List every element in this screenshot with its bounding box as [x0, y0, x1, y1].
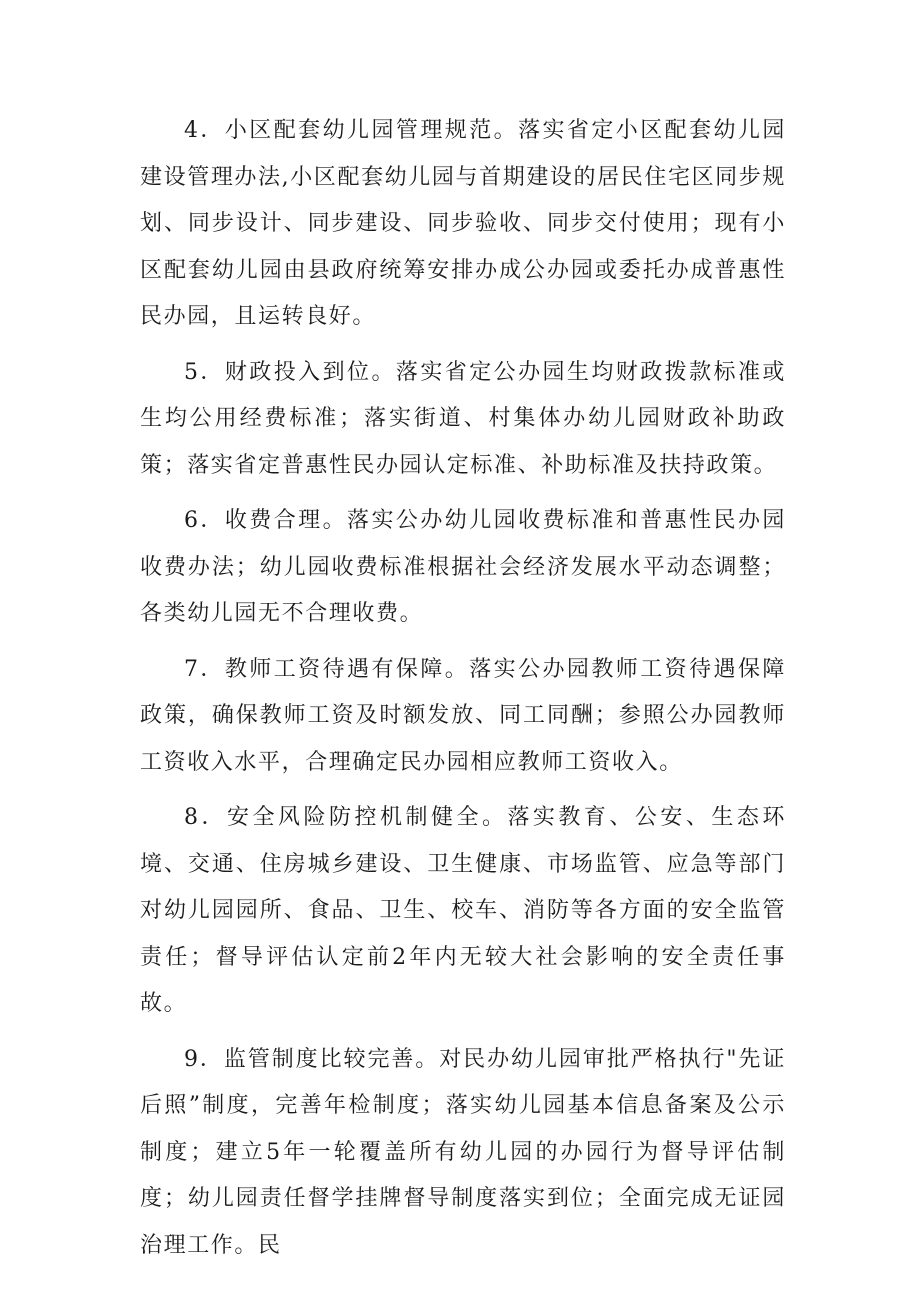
- paragraph-item-7: 7．教师工资待遇有保障。落实公办园教师工资待遇保障政策，确保教师工资及时额发放、同工同酬；参照公办园教师工资收入水平，合理确定民办园相应教师工资收入。: [140, 656, 786, 775]
- paragraph-item-5: 5．财政投入到位。落实省定公办园生均财政拨款标准或生均公用经费标准；落实街道、村集体办幼儿园财政补助政策；落实省定普惠性民办园认定标准、补助标准及扶持政策。: [140, 359, 786, 478]
- paragraph-item-8: 8．安全风险防控机制健全。落实教育、公安、生态环境、交通、住房城乡建设、卫生健康、市场监管、应急等部门对幼儿园园所、食品、卫生、校车、消防等各方面的安全监管责任；督导评估认定前2年内无较大社会影响的安全责任事故。: [140, 805, 786, 1016]
- paragraph-item-4: 4．小区配套幼儿园管理规范。落实省定小区配套幼儿园建设管理办法,小区配套幼儿园与首期建设的居民住宅区同步规划、同步设计、同步建设、同步验收、同步交付使用；现有小区配套幼儿园由县政府统筹安排办成公办园或委托办成普惠性民办园，且运转良好。: [140, 118, 786, 329]
- document-body: [140, 108, 786, 1278]
- paragraph-item-9: 9．监管制度比较完善。对民办幼儿园审批严格执行"先证后照”制度，完善年检制度；落实幼儿园基本信息备案及公示制度；建立5年一轮覆盖所有幼儿园的办园行为督导评估制度；幼儿园责任督学挂牌督导制度落实到位；全面完成无证园治理工作。民: [140, 1046, 786, 1258]
- paragraph-item-6: 6．收费合理。落实公办幼儿园收费标准和普惠性民办园收费办法；幼儿园收费标准根据社会经济发展水平动态调整；各类幼儿园无不合理收费。: [140, 508, 786, 626]
